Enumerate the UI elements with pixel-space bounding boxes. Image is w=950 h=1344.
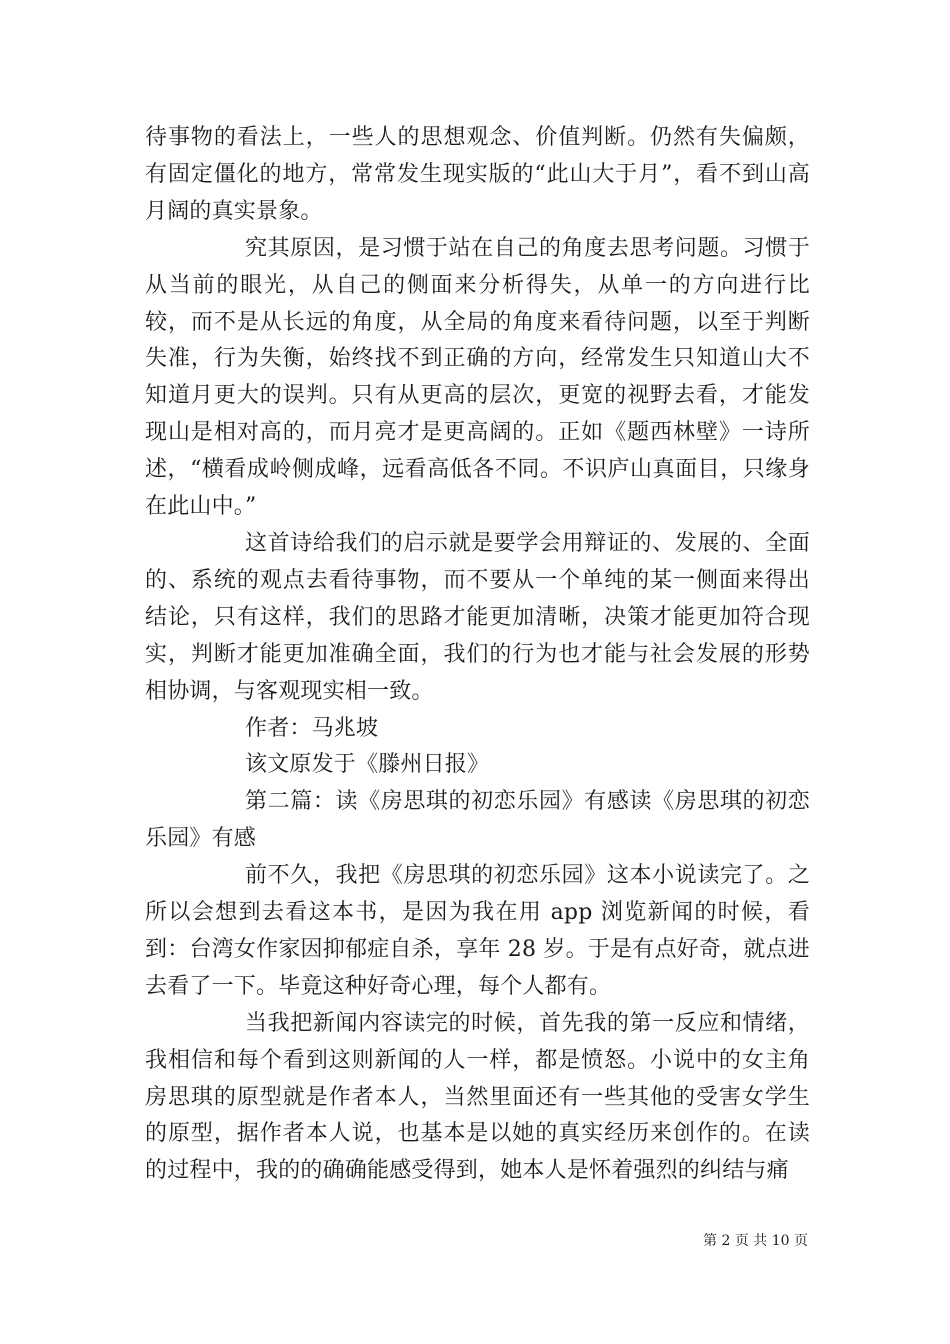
page-number: 第 2 页 共 10 页	[703, 1233, 808, 1249]
section-heading: 第二篇：读《房思琪的初恋乐园》有感读《房思琪的初恋乐园》有感	[145, 789, 810, 852]
paragraph-2: 究其原因，是习惯于站在自己的角度去思考问题。习惯于从当前的眼光，从自己的侧面来分析得失，从单一的方向进行比较，而不是从长远的角度，从全局的角度来看待问题，以至于判断失准，行为失衡，始终找不到正确的方向，经常发生只知道山大不知道月更大的误判。只有从更高的层次，更宽的视野去看，才能发现山是相对高的，而月亮才是更高阔的。正如《题西林壁》一诗所述，“横看成岭侧成峰，远看高低各不同。不识庐山真面目，只缘身在此山中。”	[145, 235, 810, 520]
paragraph-4: 前不久，我把《房思琪的初恋乐园》这本小说读完了。之所以会想到去看这本书，是因为我在用 app 浏览新闻的时候，看到：台湾女作家因抑郁症自杀，享年 28 岁。于是有点好奇，就点进去看了一下。毕竟这种好奇心理，每个人都有。	[145, 863, 810, 999]
paragraph-5: 当我把新闻内容读完的时候，首先我的第一反应和情绪，我相信和每个看到这则新闻的人一样，都是愤怒。小说中的女主角房思琪的原型就是作者本人，当然里面还有一些其他的受害女学生的原型，据作者本人说，也基本是以她的真实经历来创作的。在读的过程中，我的的确确能感受得到，她本人是怀着强烈的纠结与痛	[145, 1010, 810, 1184]
paragraph-3: 这首诗给我们的启示就是要学会用辩证的、发展的、全面的、系统的观点去看待事物，而不要从一个单纯的某一侧面来得出结论，只有这样，我们的思路才能更加清晰，决策才能更加符合现实，判断才能更加准确全面，我们的行为也才能与社会发展的形势相协调，与客观现实相一致。	[145, 530, 810, 704]
paragraph-1: 待事物的看法上，一些人的思想观念、价值判断。仍然有失偏颇，有固定僵化的地方，常常发生现实版的“此山大于月”，看不到山高月阔的真实景象。	[145, 125, 810, 224]
source-line: 该文原发于《滕州日报》	[245, 752, 490, 778]
document-body	[145, 120, 810, 1190]
author-line: 作者：马兆坡	[245, 715, 379, 741]
